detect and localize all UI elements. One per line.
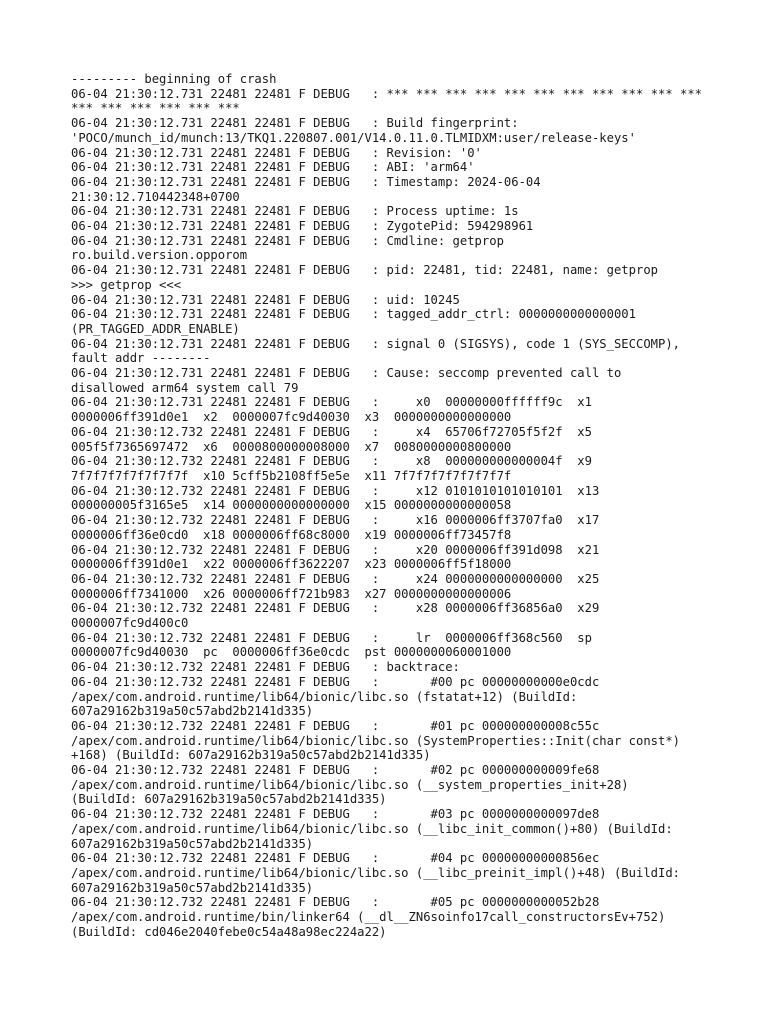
log-line: 0000006ff36e0cd0 x18 0000006ff68c8000 x19 0000006ff73457f8 (71, 527, 512, 542)
log-line: 06-04 21:30:12.731 22481 22481 F DEBUG : Build fingerprint: (71, 116, 519, 131)
log-line: --------- beginning of crash (71, 72, 277, 86)
log-line: 06-04 21:30:12.732 22481 22481 F DEBUG : lr 0000006ff368c560 sp (71, 630, 592, 645)
log-line: +168) (BuildId: 607a29162b319a50c57abd2b2141d335) (71, 748, 431, 763)
log-line: 0000006ff391d0e1 x22 0000006ff3622207 x23 0000006ff5f18000 (71, 557, 512, 572)
log-line: 06-04 21:30:12.732 22481 22481 F DEBUG : x4 65706f72705f5f2f x5 (71, 424, 592, 439)
log-line: 06-04 21:30:12.731 22481 22481 F DEBUG : *** *** *** *** *** *** *** *** *** *** *** (71, 86, 703, 101)
log-line: /apex/com.android.runtime/bin/linker64 (__dl__ZN6soinfo17call_constructorsEv+752) (71, 910, 666, 925)
log-line: 06-04 21:30:12.732 22481 22481 F DEBUG : x16 0000006ff3707fa0 x17 (71, 513, 600, 528)
log-line: 21:30:12.710442348+0700 (71, 189, 240, 204)
log-line: 06-04 21:30:12.731 22481 22481 F DEBUG : Timestamp: 2024-06-04 (71, 174, 541, 189)
log-line: 607a29162b319a50c57abd2b2141d335) (71, 836, 314, 851)
log-line: 06-04 21:30:12.731 22481 22481 F DEBUG : pid: 22481, tid: 22481, name: getprop (71, 263, 658, 278)
log-line: 06-04 21:30:12.731 22481 22481 F DEBUG : ABI: 'arm64' (71, 160, 475, 175)
log-line: 06-04 21:30:12.732 22481 22481 F DEBUG : #03 pc 0000000000097de8 (71, 807, 600, 822)
log-line: 0000007fc9d40030 pc 0000006ff36e0cdc pst 0000000060001000 (71, 645, 512, 660)
log-line: 'POCO/munch_id/munch:13/TKQ1.220807.001/V14.0.11.0.TLMIDXM:user/release-keys' (71, 130, 636, 145)
log-line: (PR_TAGGED_ADDR_ENABLE) (71, 321, 240, 336)
log-line: (BuildId: cd046e2040febe0c54a48a98ec224a22) (71, 924, 387, 939)
log-line: 607a29162b319a50c57abd2b2141d335) (71, 880, 314, 895)
log-line: 0000006ff391d0e1 x2 0000007fc9d40030 x3 0000000000000000 (71, 410, 512, 425)
log-line: 06-04 21:30:12.731 22481 22481 F DEBUG : Cause: seccomp prevented call to (71, 366, 622, 381)
log-line: 06-04 21:30:12.732 22481 22481 F DEBUG : #00 pc 00000000000e0cdc (71, 674, 600, 689)
log-line: (BuildId: 607a29162b319a50c57abd2b2141d335) (71, 792, 387, 807)
log-line: 06-04 21:30:12.732 22481 22481 F DEBUG : x28 0000006ff36856a0 x29 (71, 601, 600, 616)
log-line: 000000005f3165e5 x14 0000000000000000 x15 0000000000000058 (71, 498, 512, 513)
log-line: 0000006ff7341000 x26 0000006ff721b983 x27 0000000000000006 (71, 586, 512, 601)
log-line: 06-04 21:30:12.732 22481 22481 F DEBUG : x24 0000000000000000 x25 (71, 571, 600, 586)
log-line: 06-04 21:30:12.732 22481 22481 F DEBUG : #01 pc 000000000008c55c (71, 718, 600, 733)
log-line: 06-04 21:30:12.731 22481 22481 F DEBUG : tagged_addr_ctrl: 0000000000000001 (71, 307, 636, 322)
log-line: fault addr -------- (71, 351, 211, 366)
log-line: >>> getprop <<< (71, 277, 182, 292)
log-line: *** *** *** *** *** *** (71, 101, 240, 116)
log-line: 06-04 21:30:12.732 22481 22481 F DEBUG : #04 pc 00000000000856ec (71, 851, 600, 866)
log-line: /apex/com.android.runtime/lib64/bionic/libc.so (fstatat+12) (BuildId: (71, 689, 578, 704)
log-line: /apex/com.android.runtime/lib64/bionic/libc.so (__libc_init_common()+80) (BuildId: (71, 821, 673, 836)
log-line: 7f7f7f7f7f7f7f7f x10 5cff5b2108ff5e5e x11 7f7f7f7f7f7f7f7f (71, 468, 512, 483)
log-line: 06-04 21:30:12.731 22481 22481 F DEBUG : Revision: '0' (71, 145, 482, 160)
log-line: 06-04 21:30:12.731 22481 22481 F DEBUG : x0 00000000ffffff9c x1 (71, 395, 592, 410)
log-line: 06-04 21:30:12.732 22481 22481 F DEBUG : backtrace: (71, 660, 460, 675)
log-line: disallowed arm64 system call 79 (71, 380, 299, 395)
log-line: ro.build.version.opporom (71, 248, 248, 263)
log-line: 06-04 21:30:12.731 22481 22481 F DEBUG : uid: 10245 (71, 292, 460, 307)
crash-log (71, 72, 701, 939)
log-line: 06-04 21:30:12.732 22481 22481 F DEBUG : x12 0101010101010101 x13 (71, 483, 600, 498)
log-line: /apex/com.android.runtime/lib64/bionic/libc.so (__libc_preinit_impl()+48) (BuildId: (71, 865, 681, 880)
log-line: 06-04 21:30:12.731 22481 22481 F DEBUG : Cmdline: getprop (71, 233, 504, 248)
log-line: 0000007fc9d400c0 (71, 616, 189, 631)
log-line: 06-04 21:30:12.732 22481 22481 F DEBUG : x8 000000000000004f x9 (71, 454, 592, 469)
log-line: 06-04 21:30:12.731 22481 22481 F DEBUG : Process uptime: 1s (71, 204, 519, 219)
log-line: 06-04 21:30:12.731 22481 22481 F DEBUG : ZygotePid: 594298961 (71, 219, 534, 234)
log-line: 06-04 21:30:12.732 22481 22481 F DEBUG : #05 pc 0000000000052b28 (71, 895, 600, 910)
log-line: 06-04 21:30:12.732 22481 22481 F DEBUG : #02 pc 000000000009fe68 (71, 763, 600, 778)
log-line: 607a29162b319a50c57abd2b2141d335) (71, 704, 314, 719)
log-line: 06-04 21:30:12.731 22481 22481 F DEBUG : signal 0 (SIGSYS), code 1 (SYS_SECCOMP), (71, 336, 681, 351)
log-line: 06-04 21:30:12.732 22481 22481 F DEBUG : x20 0000006ff391d098 x21 (71, 542, 600, 557)
log-line: /apex/com.android.runtime/lib64/bionic/libc.so (SystemProperties::Init(char const*) (71, 733, 681, 748)
log-line: /apex/com.android.runtime/lib64/bionic/libc.so (__system_properties_init+28) (71, 777, 629, 792)
log-line: 005f5f7365697472 x6 0000800000008000 x7 0080000000800000 (71, 439, 512, 454)
